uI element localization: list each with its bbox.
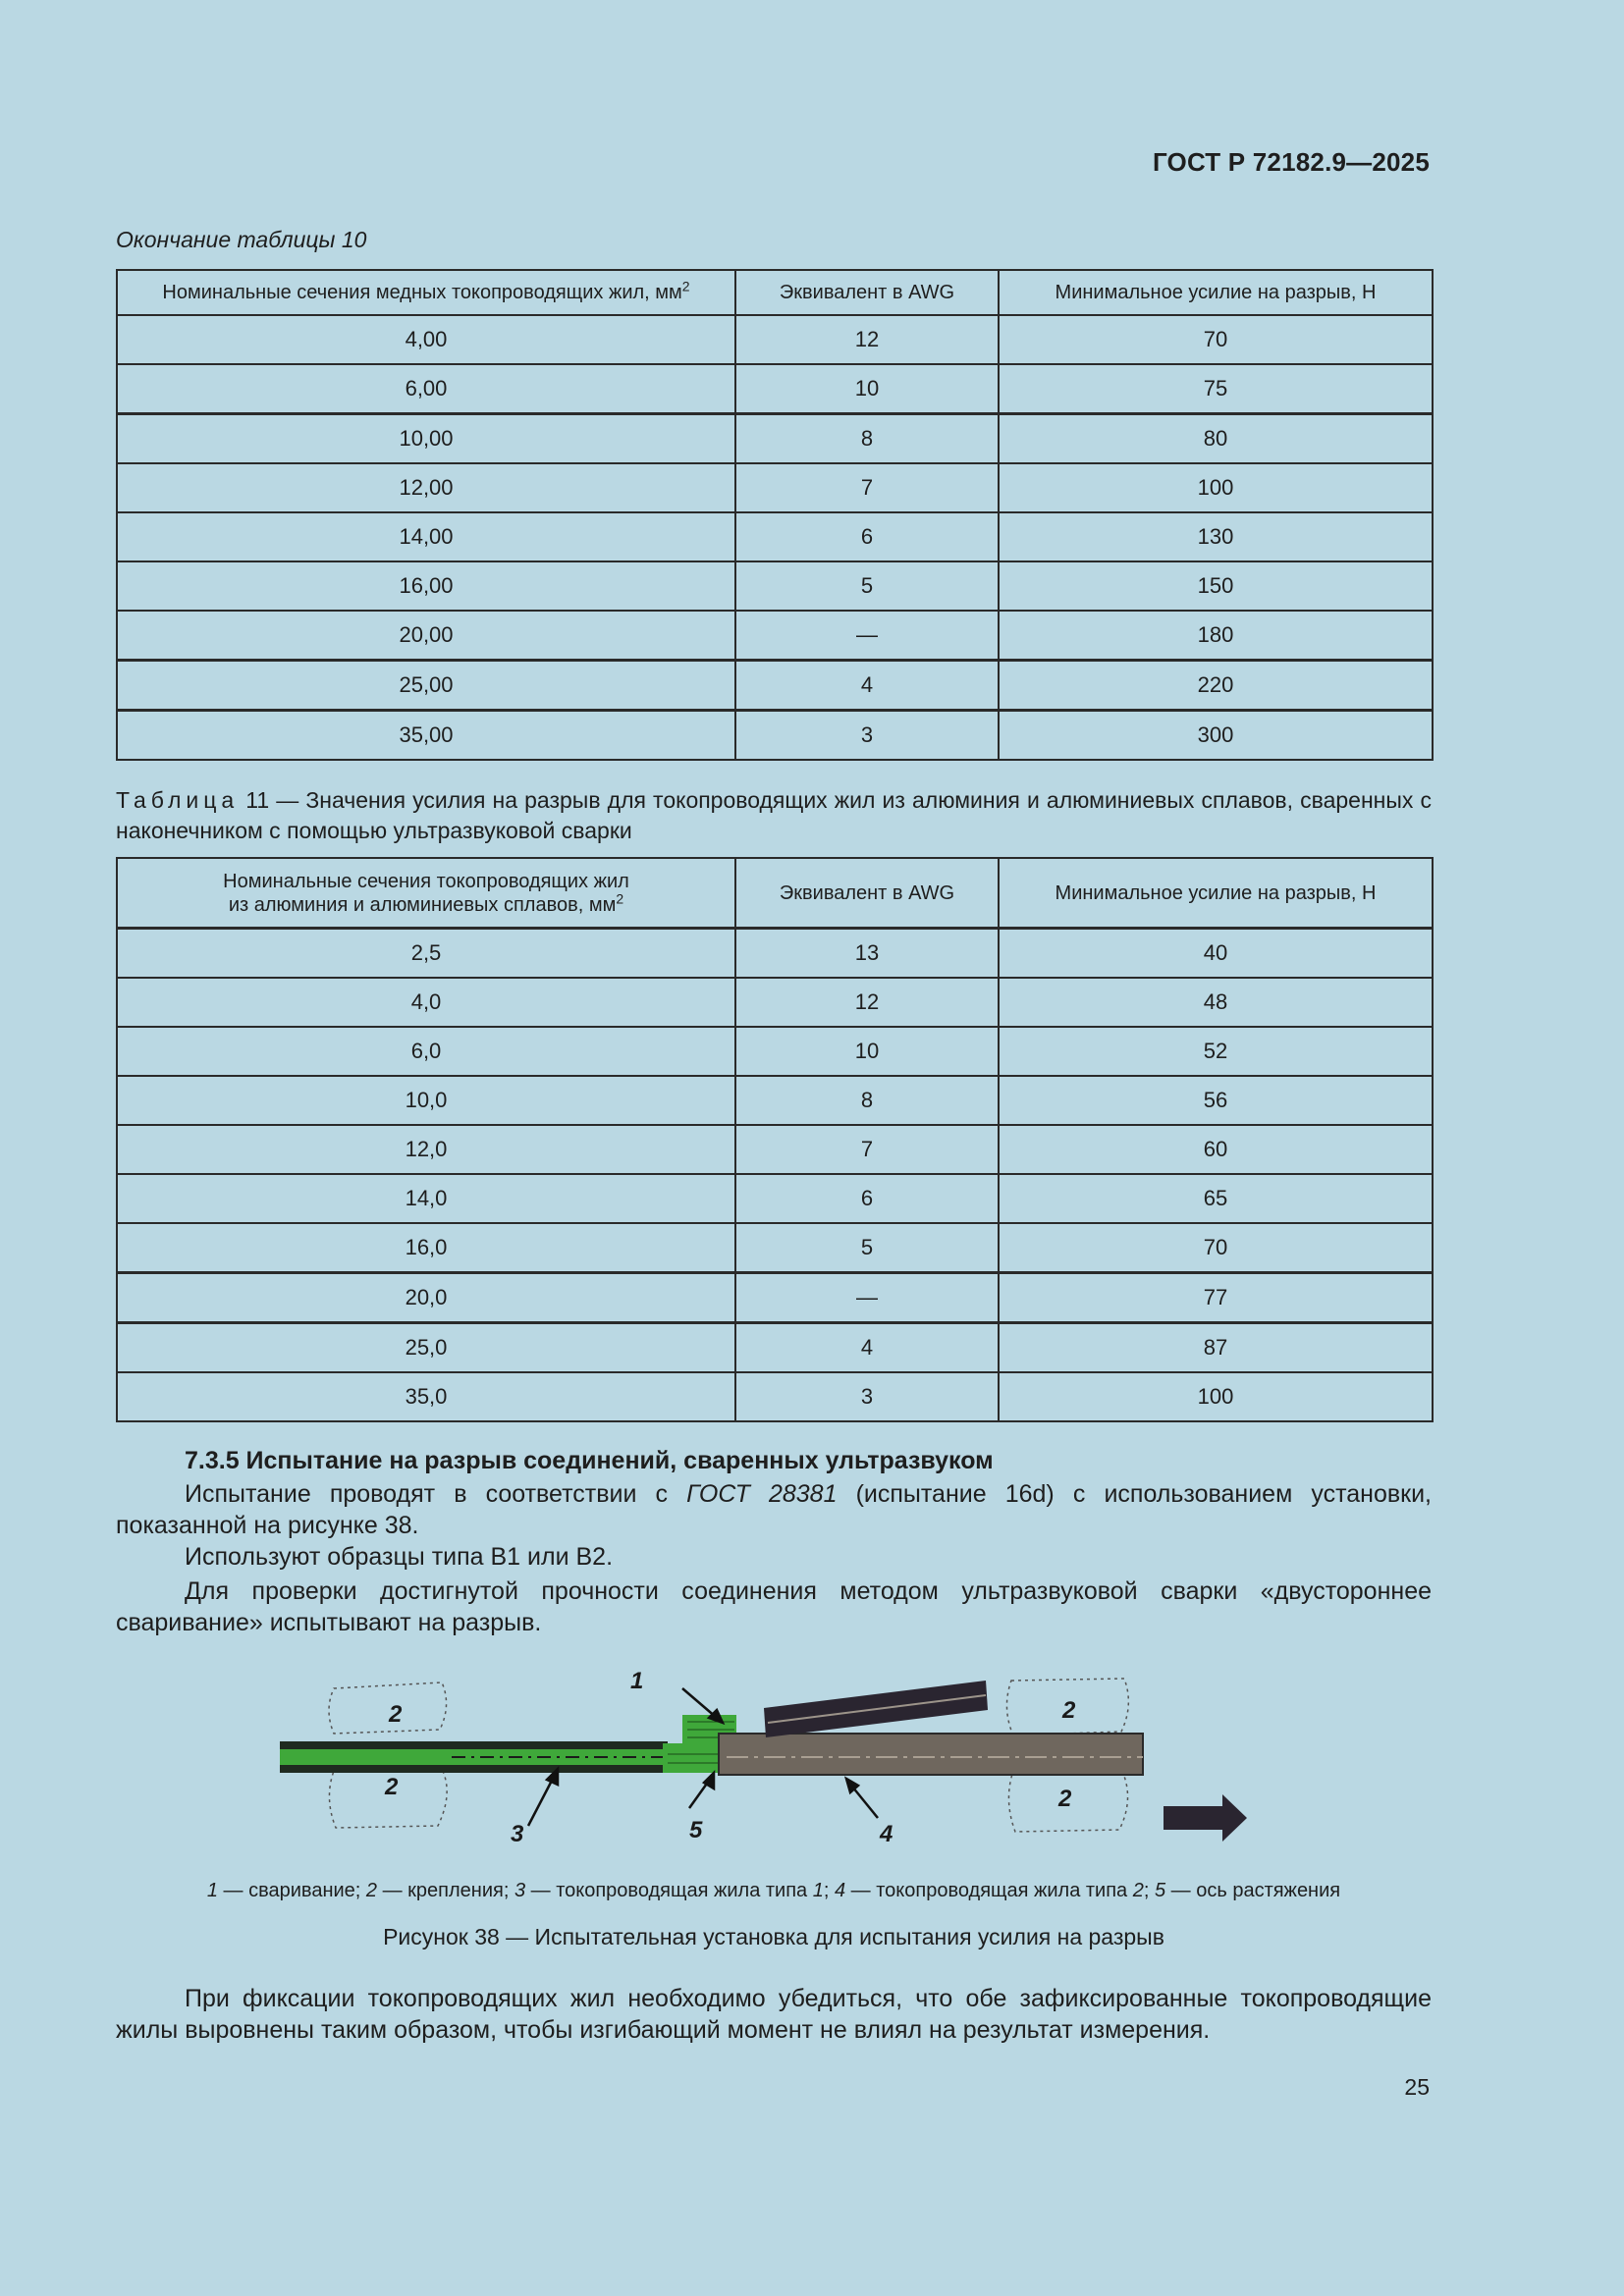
- table-cell: —: [735, 1273, 999, 1323]
- table-cell: 77: [999, 1273, 1433, 1323]
- figure-legend: 1 — сваривание; 2 — крепления; 3 — токопроводящая жила типа 1; 4 — токопроводящая жила типа 2; 5 — ось растяжения: [206, 1880, 1341, 1901]
- table-cell: 100: [999, 1372, 1433, 1421]
- table-cell: 75: [999, 364, 1433, 414]
- table-cell: 8: [735, 1076, 999, 1125]
- table-row: [117, 1372, 1433, 1421]
- table10-header-col3: Минимальное усилие на разрыв, Н: [999, 270, 1433, 315]
- table-row: [117, 1223, 1433, 1273]
- section-heading: 7.3.5 Испытание на разрыв соединений, сваренных ультразвуком: [185, 1447, 994, 1474]
- table10-header-col2: Эквивалент в AWG: [735, 270, 999, 315]
- paragraph-strength-check: Для проверки достигнутой прочности соединения методом ультразвуковой сварки «двустороннее сваривание» испытывают на разрыв.: [116, 1577, 1432, 1636]
- table-cell: 180: [999, 611, 1433, 661]
- table-row: [117, 978, 1433, 1027]
- table-cell: 80: [999, 414, 1433, 464]
- table-cell: 14,0: [117, 1174, 735, 1223]
- table10-header-col1: Номинальные сечения медных токопроводящих жил, $мм^2$: [117, 270, 735, 315]
- table10: [116, 269, 1434, 761]
- table11-header-col3: Минимальное усилие на разрыв, Н: [999, 858, 1433, 929]
- table-cell: 6,00: [117, 364, 735, 414]
- table-cell: 10: [735, 364, 999, 414]
- callout-2-left-bottom: 2: [385, 1774, 399, 1800]
- table-row: [117, 1027, 1433, 1076]
- table-cell: 25,00: [117, 661, 735, 711]
- table-cell: 87: [999, 1323, 1433, 1373]
- table-row: [117, 1273, 1433, 1323]
- table-row: [117, 512, 1433, 561]
- table-cell: 14,00: [117, 512, 735, 561]
- standard-reference: ГОСТ 28381: [686, 1480, 838, 1508]
- table-cell: 60: [999, 1125, 1433, 1174]
- table-row: [117, 463, 1433, 512]
- figure-title: Рисунок 38 — Испытательная установка для испытания усилия на разрыв: [383, 1924, 1164, 1949]
- table-row: [117, 1076, 1433, 1125]
- table11-header-row: [117, 858, 1433, 929]
- table-row: [117, 929, 1433, 979]
- table-row: [117, 1125, 1433, 1174]
- callout-1: 1: [630, 1668, 644, 1694]
- table-cell: 10: [735, 1027, 999, 1076]
- table-cell: 130: [999, 512, 1433, 561]
- table-cell: 4,00: [117, 315, 735, 364]
- pull-direction-arrow-icon: [1164, 1794, 1247, 1842]
- table-cell: 20,00: [117, 611, 735, 661]
- table-cell: 7: [735, 463, 999, 512]
- table-cell: 12: [735, 978, 999, 1027]
- table-cell: 3: [735, 711, 999, 761]
- conductor-type-2: [719, 1734, 1143, 1775]
- table-cell: 40: [999, 929, 1433, 979]
- table-cell: 48: [999, 978, 1433, 1027]
- table-cell: 16,0: [117, 1223, 735, 1273]
- table-row: [117, 315, 1433, 364]
- table11-header-col2: Эквивалент в AWG: [735, 858, 999, 929]
- table-cell: 4,0: [117, 978, 735, 1027]
- table-cell: 35,0: [117, 1372, 735, 1421]
- table-cell: 10,0: [117, 1076, 735, 1125]
- table-cell: 16,00: [117, 561, 735, 611]
- table-cell: 150: [999, 561, 1433, 611]
- table-cell: 100: [999, 463, 1433, 512]
- table-cell: 52: [999, 1027, 1433, 1076]
- table-row: [117, 1174, 1433, 1223]
- table-cell: 10,00: [117, 414, 735, 464]
- table-cell: 4: [735, 1323, 999, 1373]
- callout-2-right-top: 2: [1062, 1697, 1076, 1724]
- page-number: 25: [1404, 2074, 1430, 2100]
- table-row: [117, 364, 1433, 414]
- table-cell: 8: [735, 414, 999, 464]
- table-cell: 12,00: [117, 463, 735, 512]
- table-cell: 5: [735, 1223, 999, 1273]
- table-row: [117, 414, 1433, 464]
- callout-2-left-top: 2: [389, 1701, 403, 1728]
- paragraph-test-method: Испытание проводят в соответствии с ГОСТ 28381 (испытание 16d) с использованием установки, показанной на рисунке 38.: [116, 1480, 1432, 1539]
- table-cell: 6,0: [117, 1027, 735, 1076]
- callout-3: 3: [511, 1821, 524, 1847]
- table-cell: 70: [999, 1223, 1433, 1273]
- table10-header-row: [117, 270, 1433, 315]
- table-cell: 5: [735, 561, 999, 611]
- table-cell: 56: [999, 1076, 1433, 1125]
- table-row: [117, 1323, 1433, 1373]
- callout-2-right-bottom: 2: [1058, 1786, 1072, 1812]
- table-row: [117, 611, 1433, 661]
- table-cell: 220: [999, 661, 1433, 711]
- table-cell: 6: [735, 512, 999, 561]
- table-cell: 35,00: [117, 711, 735, 761]
- callout-4: 4: [880, 1821, 893, 1847]
- document-code: ГОСТ Р 72182.9—2025: [1152, 147, 1430, 177]
- table-cell: 13: [735, 929, 999, 979]
- table-cell: 7: [735, 1125, 999, 1174]
- table11-header-col1: Номинальные сечения токопроводящих жил из алюминия и алюминиевых сплавов, $мм^2$: [117, 858, 735, 929]
- callout-5: 5: [689, 1817, 703, 1843]
- table-cell: 4: [735, 661, 999, 711]
- table-cell: 25,0: [117, 1323, 735, 1373]
- table-row: [117, 711, 1433, 761]
- table11: [116, 857, 1434, 1422]
- table-cell: —: [735, 611, 999, 661]
- paragraph-samples: Используют образцы типа B1 или B2.: [185, 1543, 614, 1571]
- table11-title: Таблица 11 — Значения усилия на разрыв для токопроводящих жил из алюминия и алюминиевых сплавов, сваренных с наконечником с помощью ультразвуковой сварки: [116, 787, 1432, 843]
- upper-cable: [764, 1681, 988, 1737]
- paragraph-alignment: При фиксации токопроводящих жил необходимо убедиться, что обе зафиксированные токопроводящие жилы выровнены таким образом, чтобы изгибающий момент не влиял на результат измерения.: [116, 1985, 1432, 2044]
- table-cell: 12,0: [117, 1125, 735, 1174]
- table-cell: 20,0: [117, 1273, 735, 1323]
- table-cell: 70: [999, 315, 1433, 364]
- table-cell: 65: [999, 1174, 1433, 1223]
- figure-38-test-setup: [265, 1661, 1286, 1857]
- table-cell: 6: [735, 1174, 999, 1223]
- table-row: [117, 661, 1433, 711]
- table-cell: 12: [735, 315, 999, 364]
- table-cell: 2,5: [117, 929, 735, 979]
- table-row: [117, 561, 1433, 611]
- table-cell: 300: [999, 711, 1433, 761]
- table10-continuation-caption: Окончание таблицы 10: [116, 227, 367, 252]
- table-cell: 3: [735, 1372, 999, 1421]
